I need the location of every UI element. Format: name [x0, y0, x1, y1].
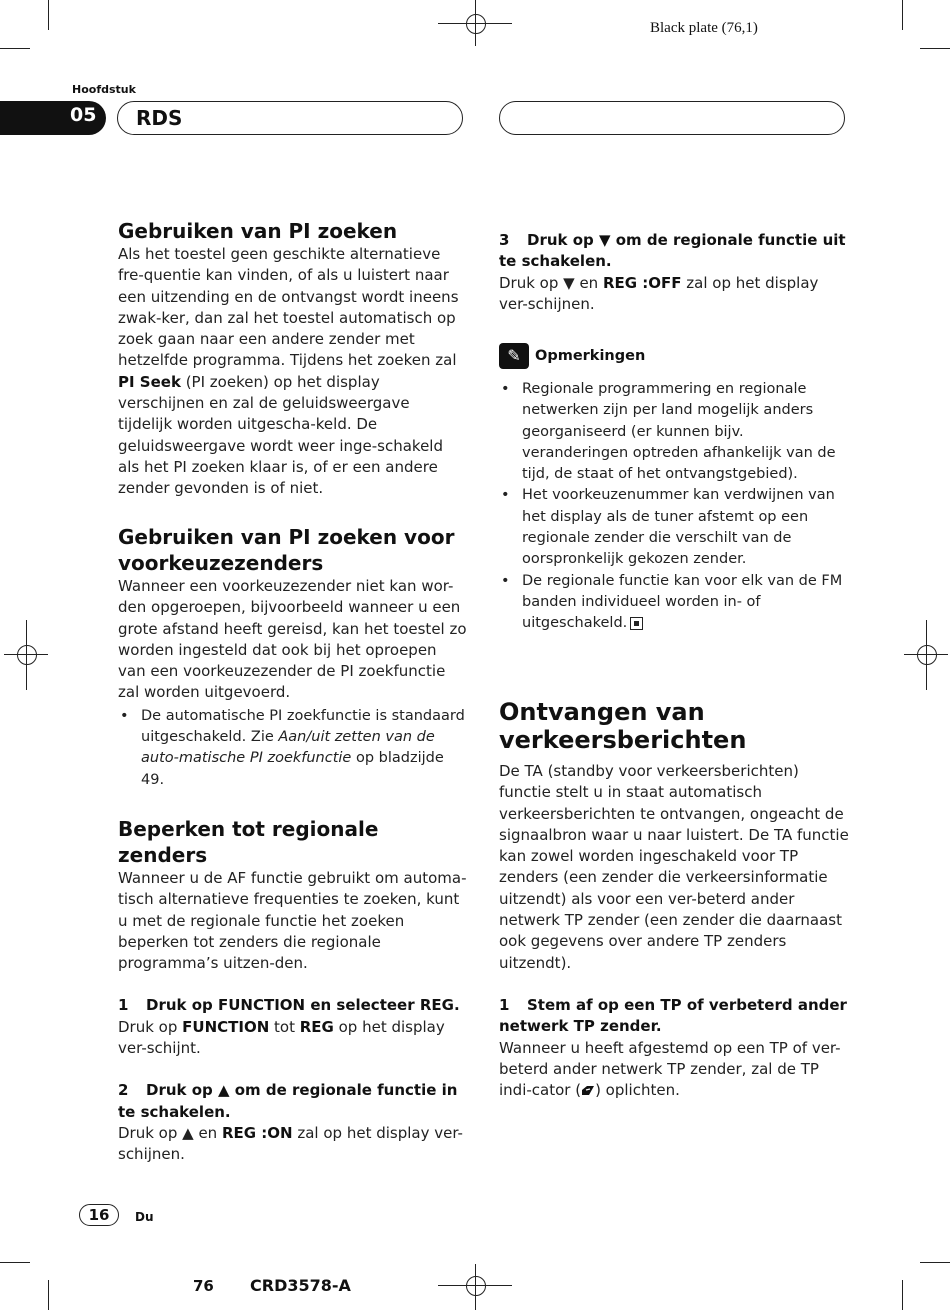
section-traffic [499, 698, 849, 1103]
end-stop-icon [630, 617, 643, 630]
step-2: 2 Druk op ▲ om de regionale functie in te schakelen. Druk op ▲ en REG :ON zal op het display ver-schijnen. [118, 1081, 463, 1164]
chapter-label: Hoofdstuk [72, 83, 136, 96]
model-code: CRD3578-A [250, 1276, 351, 1295]
section-paragraph: Als het toestel geen geschikte alternatieve fre-quentie kan vinden, of als u luistert naar een uitzending en de ontvangst wordt ineens zwak-ker, dan zal het toestel automatisch op zoek gaan naar een andere zender met hetzelfde programma. Tijdens het zoeken zal PI Seek (PI zoeken) op het display verschijnen en zal de geluidsweergave tijdelijk worden uitgescha-keld. De geluidsweergave wordt weer inge-schakeld als het PI zoeken klaar is, of er een andere zender gevonden is of niet. [118, 245, 459, 498]
sheet-number: 76 [193, 1277, 214, 1295]
notes-title: Opmerkingen [535, 348, 646, 364]
list-item: • Regionale programmering en regionale netwerken zijn per land mogelijk anders georganiseerd (er kunnen bijv. veranderingen optreden afhankelijk van de tijd, de staat of het ontvangstgebied). [499, 379, 849, 485]
section-paragraph: Wanneer een voorkeuzezender niet kan wor-den opgeroepen, bijvoorbeeld wanneer u een grote afstand heeft gereisd, kan het toestel zo worden ingesteld dat ook bij het oproepen van een voorkeuzezender de PI zoekfunctie zal worden uitgevoerd. [118, 577, 467, 702]
plate-label: Black plate (76,1) [650, 20, 758, 36]
page-number: 16 [79, 1204, 119, 1226]
section-heading: Gebruiken van PI zoeken [118, 219, 398, 243]
header-empty-pill [499, 101, 845, 135]
language-code: Du [135, 1210, 154, 1224]
chapter-title: RDS [136, 106, 183, 130]
pencil-note-icon: ✎ [499, 343, 529, 369]
tp-indicator-icon [581, 1082, 595, 1103]
section-paragraph: De TA (standby voor verkeersberichten) functie stelt u in staat automatisch verkeersberichten te ontvangen, ongeacht de signaalbron waar u naar luistert. De TA functie kan zowel worden ingeschakeld voor TP zenders (een zender die verkeersinformatie uitzendt) als voor een ver-beterd ander netwerk TP zender (een zender die daarnaast ook gegevens over andere TP zenders uitzendt). [499, 762, 849, 972]
list-item: • De regionale functie kan voor elk van de FM banden individueel worden in- of uitgeschakeld. [499, 571, 849, 635]
section-heading: Beperken tot regionale zenders [118, 817, 379, 867]
step-1: 1 Stem af op een TP of verbeterd ander netwerk TP zender. Wanneer u heeft afgestemd op een TP of ver-beterd ander netwerk TP zender, zal de TP indi-cator ( ) oplichten. [499, 995, 849, 1103]
step-3: 3 Druk op ▼ om de regionale functie uit te schakelen. Druk op ▼ en REG :OFF zal op het display ver-schijnen. [499, 231, 846, 313]
step-1: 1 Druk op FUNCTION en selecteer REG. Druk op FUNCTION tot REG op het display ver-schijnt. [118, 996, 460, 1058]
list-item: • Het voorkeuzenummer kan verdwijnen van het display als de tuner afstemt op een regionale zender die verschilt van de oorspronkelijk gekozen zender. [499, 485, 849, 570]
list-item: • De automatische PI zoekfunctie is standaard uitgeschakeld. Zie Aan/uit zetten van de auto-matische PI zoekfunctie op bladzijde 49. [118, 706, 468, 791]
section-regional [118, 816, 468, 1166]
section-pi-search [118, 218, 468, 500]
notes-block [499, 343, 849, 635]
section-heading: Gebruiken van PI zoeken voor voorkeuzezenders [118, 525, 455, 575]
section-pi-search-presets [118, 524, 468, 791]
section-paragraph: Wanneer u de AF functie gebruikt om automa-tisch alternatieve frequenties te zoeken, kunt u met de regionale functie het zoeken beperken tot zenders die regionale programma’s uitzen-den. [118, 869, 467, 973]
section-heading: Ontvangen van verkeersberichten [499, 698, 747, 754]
chapter-number: 05 [70, 104, 97, 126]
